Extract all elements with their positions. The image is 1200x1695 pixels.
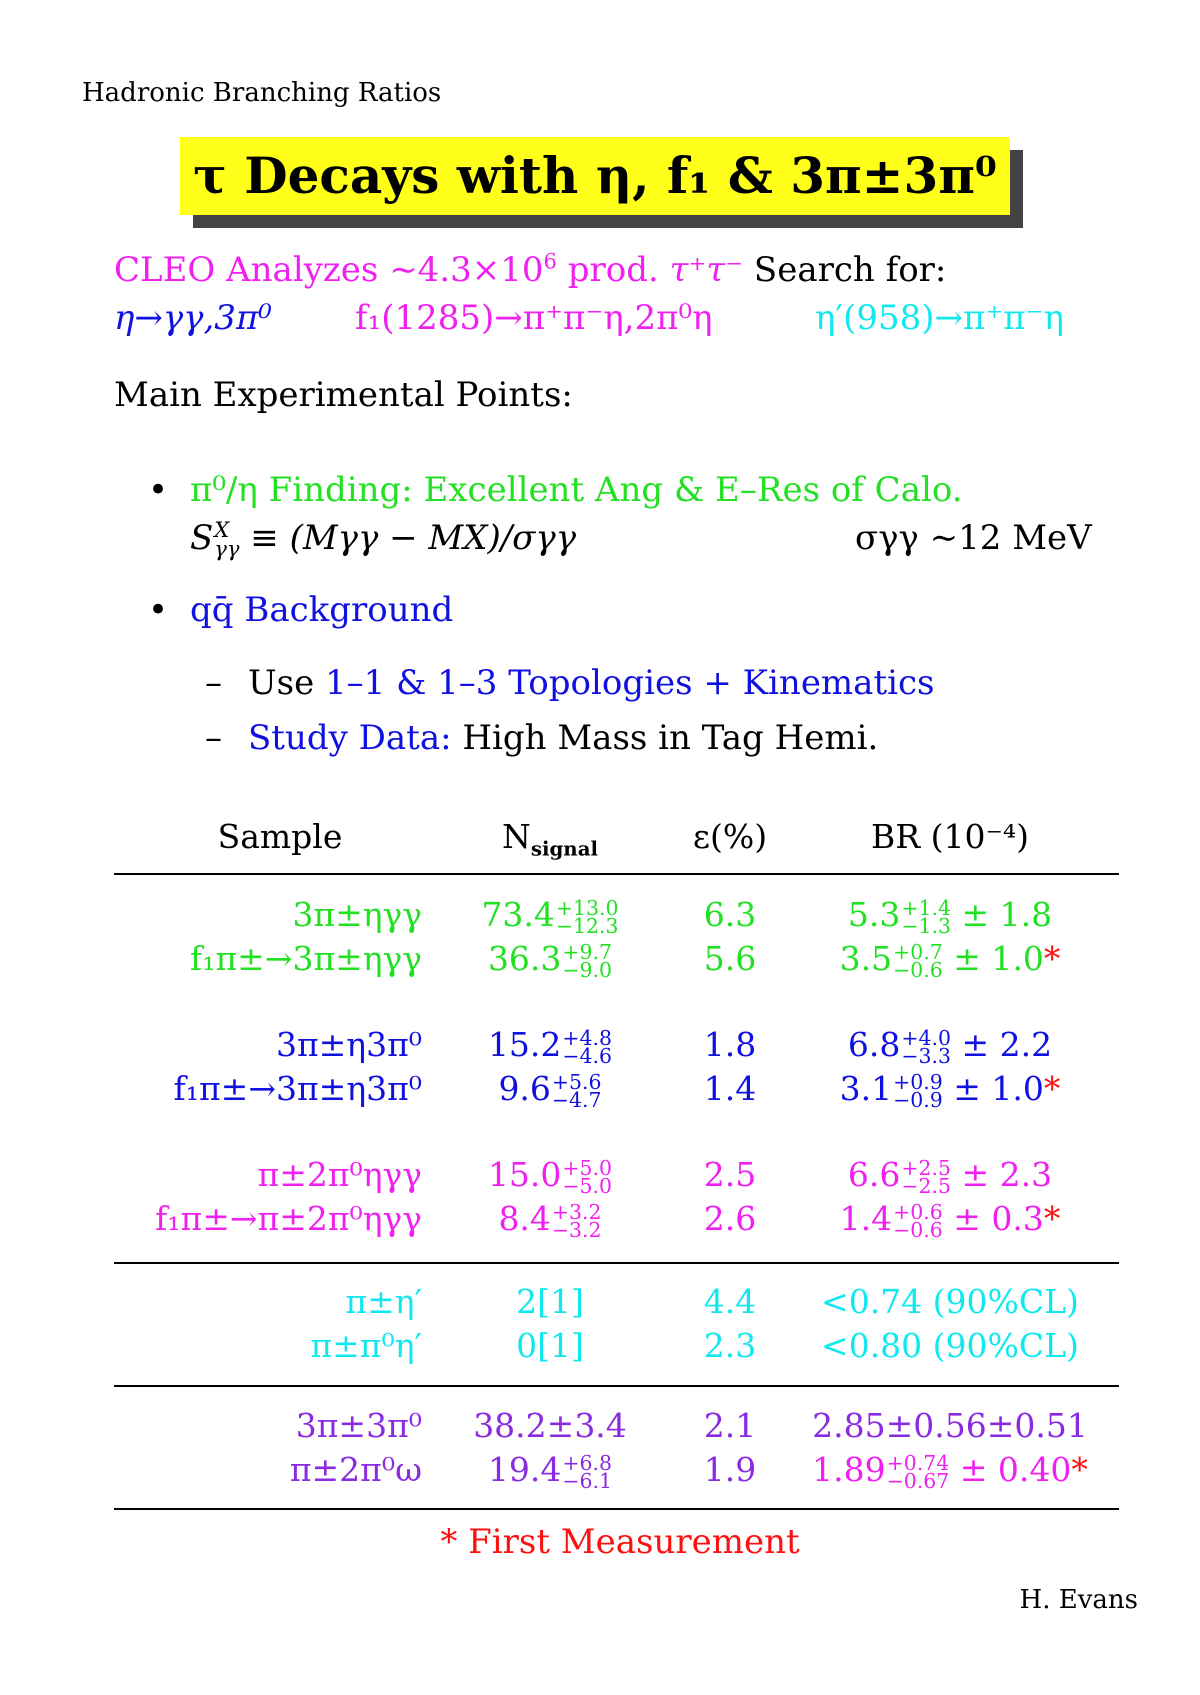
bullet-qq-background: qq̄ Background xyxy=(190,590,454,630)
table-rule xyxy=(114,1385,1119,1387)
bullet-dot: • xyxy=(148,590,169,630)
error-down: −9.0 xyxy=(562,958,613,982)
nsignal-cell xyxy=(470,1280,630,1324)
br-syst: ± 1.8 xyxy=(951,895,1053,934)
efficiency-cell: 2.6 xyxy=(703,1199,757,1238)
col-header-sample: Sample xyxy=(217,817,343,856)
first-measurement-note: * First Measurement xyxy=(440,1522,800,1562)
sub-study-data: Study Data: High Mass in Tag Hemi. xyxy=(248,718,879,758)
br-syst: ± 0.3 xyxy=(942,1199,1044,1238)
page-title: τ Decays with η, f₁ & 3π±3π⁰ xyxy=(193,146,997,205)
nsignal-cell xyxy=(470,893,630,937)
nsignal-cell xyxy=(470,1153,630,1197)
nsignal-cell xyxy=(470,937,630,981)
efficiency-cell: 2.5 xyxy=(703,1155,757,1194)
nsignal-cell xyxy=(470,1324,630,1368)
error-bars xyxy=(551,1069,602,1112)
br-value: 6.8 xyxy=(847,1025,901,1064)
error-bars xyxy=(901,1155,951,1198)
error-bars xyxy=(901,895,951,938)
nsignal-cell xyxy=(470,1197,630,1241)
br-cell xyxy=(790,1067,1110,1111)
first-measurement-star: * xyxy=(1043,1069,1061,1108)
error-down: −3.2 xyxy=(551,1218,602,1242)
br-cell: <0.74 (90%CL) xyxy=(821,1282,1079,1321)
intro-cleo: CLEO Analyzes $\sim 4.3\times 10^6$ prod. τ⁺τ⁻ xyxy=(114,248,744,290)
error-up: +0.74 xyxy=(886,1450,950,1475)
error-down: −2.5 xyxy=(901,1174,951,1198)
error-up: +9.7 xyxy=(562,939,613,964)
efficiency-cell: 2.1 xyxy=(703,1406,757,1445)
br-cell xyxy=(790,937,1110,981)
col-header-eff: ε(%) xyxy=(692,817,768,856)
br-cell: <0.80 (90%CL) xyxy=(821,1326,1079,1365)
nsignal-cell xyxy=(470,1067,630,1111)
efficiency-cell: 5.6 xyxy=(703,939,757,978)
br-cell xyxy=(790,1153,1110,1197)
nsignal-value: 36.3 xyxy=(487,939,562,978)
error-down: −0.6 xyxy=(893,1218,943,1242)
nsignal-value: 19.4 xyxy=(487,1450,562,1489)
sample-cell: 3π±3π⁰ xyxy=(295,1406,422,1445)
error-up: +4.8 xyxy=(562,1025,613,1050)
error-bars xyxy=(562,1450,613,1493)
error-bars xyxy=(551,1199,602,1242)
nsignal-value: 9.6 xyxy=(498,1069,551,1108)
first-measurement-star: * xyxy=(1043,939,1061,978)
br-cell xyxy=(790,1197,1110,1241)
sample-cell: π±η′ xyxy=(345,1282,422,1321)
br-value: 3.5 xyxy=(839,939,893,978)
efficiency-cell: 4.4 xyxy=(703,1282,757,1321)
br-value: 1.4 xyxy=(839,1199,893,1238)
table-rule xyxy=(114,873,1119,875)
sample-cell: 3π±ηγγ xyxy=(292,895,422,934)
efficiency-cell: 2.3 xyxy=(703,1326,757,1365)
error-down: −5.0 xyxy=(562,1174,613,1198)
br-syst: ± 1.0 xyxy=(942,1069,1044,1108)
first-measurement-star: * xyxy=(1071,1450,1088,1489)
error-up: +0.9 xyxy=(893,1069,943,1094)
intro-line xyxy=(114,250,946,290)
error-up: +3.2 xyxy=(551,1199,602,1224)
decay-f1: f₁(1285)→π⁺π⁻η,2π⁰η xyxy=(355,298,713,338)
table-rule xyxy=(114,1262,1119,1264)
nsignal-value: 8.4 xyxy=(498,1199,551,1238)
error-bars xyxy=(555,895,619,938)
error-up: +5.0 xyxy=(562,1155,613,1180)
intro-search: Search for: xyxy=(743,250,947,290)
nsignal-cell xyxy=(470,1448,630,1492)
bullet-pi0-finding: π⁰/η Finding: Excellent Ang & E–Res of Calo. xyxy=(190,470,963,510)
sample-cell: f₁π±→π±2π⁰ηγγ xyxy=(155,1199,422,1238)
nsignal-value: 0[1] xyxy=(516,1326,584,1365)
error-up: +1.4 xyxy=(901,895,951,920)
br-syst: ± 2.3 xyxy=(951,1155,1053,1194)
error-bars xyxy=(901,1025,951,1068)
dash: – xyxy=(205,663,222,703)
sigma-value: σγγ ∼12 MeV xyxy=(855,518,1092,558)
br-cell xyxy=(790,1448,1110,1492)
error-up: +2.5 xyxy=(901,1155,951,1180)
error-down: −0.6 xyxy=(893,958,943,982)
nsignal-value: 15.0 xyxy=(487,1155,562,1194)
error-up: +0.6 xyxy=(893,1199,943,1224)
efficiency-cell: 1.9 xyxy=(703,1450,757,1489)
error-up: +6.8 xyxy=(562,1450,613,1475)
br-syst: ± 1.0 xyxy=(942,939,1044,978)
sample-cell: π±π⁰η′ xyxy=(310,1326,422,1365)
error-bars xyxy=(893,1069,943,1112)
error-bars xyxy=(893,1199,943,1242)
br-value: 1.89 xyxy=(812,1450,886,1489)
formula: S X γγ ≡ (Mγγ − MX)/σγγ xyxy=(190,517,577,561)
br-cell xyxy=(790,1023,1110,1067)
error-down: −12.3 xyxy=(555,914,619,938)
col-header-br: BR (10⁻⁴) xyxy=(871,817,1029,856)
br-value: 3.1 xyxy=(839,1069,893,1108)
error-up: +0.7 xyxy=(893,939,943,964)
decay-eta: η→γγ,3π⁰ xyxy=(114,298,272,338)
author: H. Evans xyxy=(1019,1585,1138,1615)
sample-cell: f₁π±→3π±η3π⁰ xyxy=(173,1069,422,1108)
error-bars xyxy=(886,1450,950,1493)
error-down: −1.3 xyxy=(901,914,951,938)
sample-cell: π±2π⁰ηγγ xyxy=(257,1155,422,1194)
sample-cell: f₁π±→3π±ηγγ xyxy=(190,939,422,978)
first-measurement-star: * xyxy=(1043,1199,1061,1238)
error-down: −6.1 xyxy=(562,1469,613,1493)
error-bars xyxy=(562,939,613,982)
error-up: +4.0 xyxy=(901,1025,951,1050)
bullet-dot: • xyxy=(148,470,169,510)
efficiency-cell: 1.4 xyxy=(703,1069,757,1108)
nsignal-cell xyxy=(470,1023,630,1067)
efficiency-cell: 6.3 xyxy=(703,895,757,934)
error-bars xyxy=(893,939,943,982)
error-bars xyxy=(562,1155,613,1198)
br-cell: 2.85±0.56±0.51 xyxy=(812,1406,1088,1445)
br-syst: ± 0.40 xyxy=(949,1450,1072,1489)
nsignal-cell: 38.2±3.4 xyxy=(473,1406,627,1445)
br-syst: ± 2.2 xyxy=(951,1025,1053,1064)
sample-cell: π±2π⁰ω xyxy=(289,1450,422,1489)
error-bars xyxy=(562,1025,613,1068)
main-points-heading: Main Experimental Points: xyxy=(114,375,573,415)
section-header: Hadronic Branching Ratios xyxy=(82,78,442,108)
br-value: 6.6 xyxy=(847,1155,901,1194)
col-header-nsignal: $N_{signal}$ xyxy=(501,817,599,861)
nsignal-value: 2[1] xyxy=(516,1282,584,1321)
br-cell xyxy=(790,893,1110,937)
table-rule xyxy=(114,1508,1119,1510)
sample-cell: 3π±η3π⁰ xyxy=(275,1025,422,1064)
error-up: +13.0 xyxy=(555,895,619,920)
error-down: −4.7 xyxy=(551,1088,602,1112)
nsignal-value: 15.2 xyxy=(487,1025,562,1064)
sub-topologies: Use 1–1 & 1–3 Topologies + Kinematics xyxy=(248,663,935,703)
decay-etaprime: η′(958)→π⁺π⁻η xyxy=(815,298,1064,338)
error-down: −4.6 xyxy=(562,1044,613,1068)
dash: – xyxy=(205,718,222,758)
nsignal-value: 73.4 xyxy=(481,895,555,934)
error-down: −0.67 xyxy=(886,1469,950,1493)
br-value: 5.3 xyxy=(847,895,901,934)
error-down: −0.9 xyxy=(893,1088,943,1112)
error-up: +5.6 xyxy=(551,1069,602,1094)
error-down: −3.3 xyxy=(901,1044,951,1068)
efficiency-cell: 1.8 xyxy=(703,1025,757,1064)
